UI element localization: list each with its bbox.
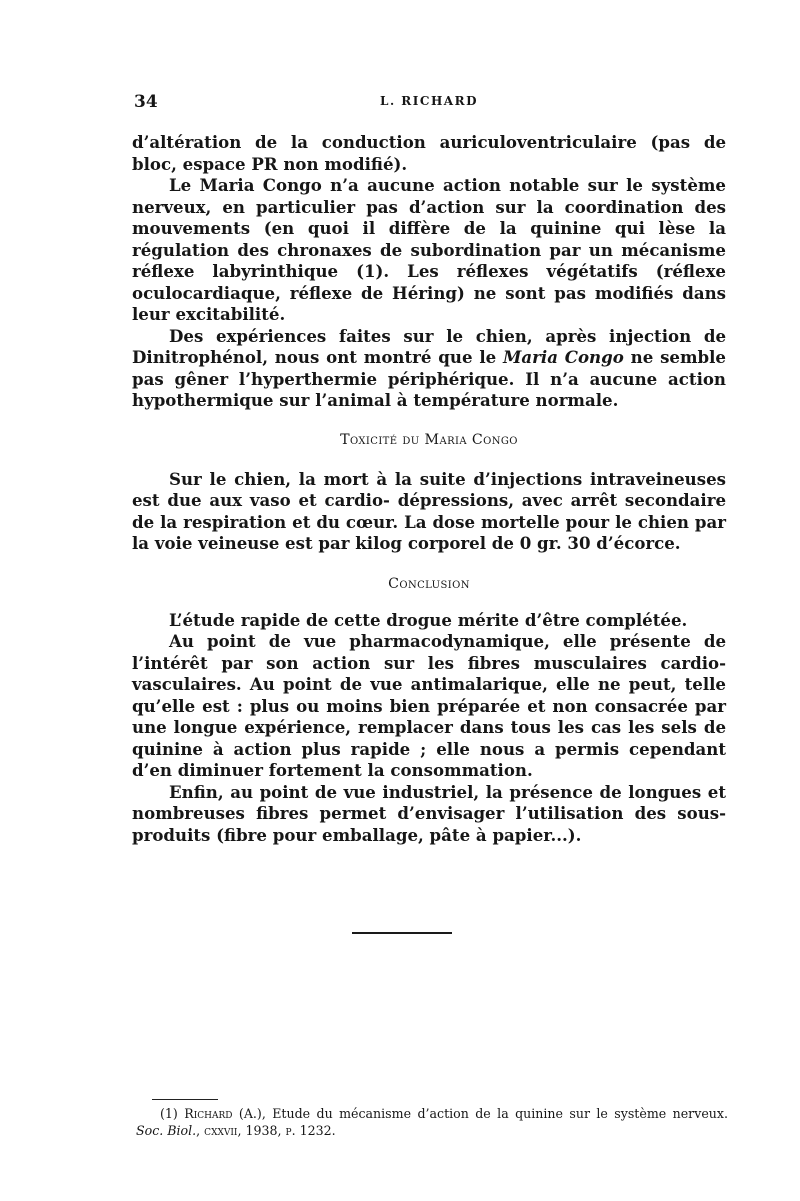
body-text	[132, 132, 726, 846]
paragraph-industrial: Enfin, au point de vue industriel, la présence de longues et nombreuses fibres permet d’envisager l’utilisation des sous-produits (fibre pour emballage, pâte à papier...).	[132, 781, 726, 845]
experiments-text-end: ne semble pas gêner l’hyperthermie périphérique. Il n’a aucune action hypothermique sur l’animal à température normale.	[132, 347, 726, 410]
paragraph-pharmacodynamics: Au point de vue pharmacodynamique, elle présente de l’intérêt par son action sur les fibres musculaires cardio-vasculaires. Au point de vue antimalarique, elle ne peut, telle qu’elle est : plus ou moins bien préparée et non consacrée par une longue expérience, remplacer dans tous les cas les sels de quinine à action plus rapide ; elle nous a permis cependant d’en diminuer fortement la consommation.	[132, 631, 726, 780]
maria-congo-italic: Maria Congo	[503, 347, 624, 367]
running-head: L. RICHARD	[380, 94, 478, 108]
footnote-journal: Soc. Biol.	[136, 1123, 197, 1138]
paragraph-toxicity: Sur le chien, la mort à la suite d’injections intraveineuses est due aux vaso et cardio- dépressions, avec arrêt secondaire de la respiration et du cœur. La dose mortelle pour le chien par la voie veineuse est par kilog corporel de 0 gr. 30 d’écorce.	[132, 468, 726, 553]
paragraph-continuation: d’altération de la conduction auriculoventriculaire (pas de bloc, espace PR non modifié).	[132, 132, 726, 174]
footnote-rule	[152, 1099, 218, 1100]
footnote-author: Richard	[184, 1106, 233, 1121]
heading-conclusion: Conclusion	[388, 575, 470, 592]
paragraph-experiments	[132, 326, 726, 412]
footnote-marker: (1)	[160, 1106, 178, 1121]
footnote	[136, 1105, 728, 1139]
paragraph-nervous-system: Le Maria Congo n’a aucune action notable sur le système nerveux, en particulier pas d’action sur la coordination des mouvements (en quoi il diffère de la quinine qui lèse la régulation des chronaxes de subordination par un mécanisme réflexe labyrinthique (1). Les réflexes végétatifs (réflexe oculocardiaque, réflexe de Héring) ne sont pas modifiés dans leur excitabilité.	[132, 175, 726, 324]
footnote-title: (A.), Etude du mécanisme d’action de la quinine sur le système nerveux.	[232, 1106, 728, 1121]
page-header	[134, 92, 724, 114]
paragraph-conclusion-intro: L’étude rapide de cette drogue mérite d’être complétée.	[169, 609, 688, 630]
section-end-rule	[352, 932, 452, 934]
footnote-citation: , cxxvii, 1938, p. 1232.	[196, 1123, 336, 1138]
heading-toxicity: Toxicité du Maria Congo	[340, 431, 518, 448]
experiments-text-start: Des expériences faites sur le chien, après injection de Dinitrophénol, nous ont montré que le	[132, 325, 726, 367]
page-number: 34	[134, 92, 158, 112]
